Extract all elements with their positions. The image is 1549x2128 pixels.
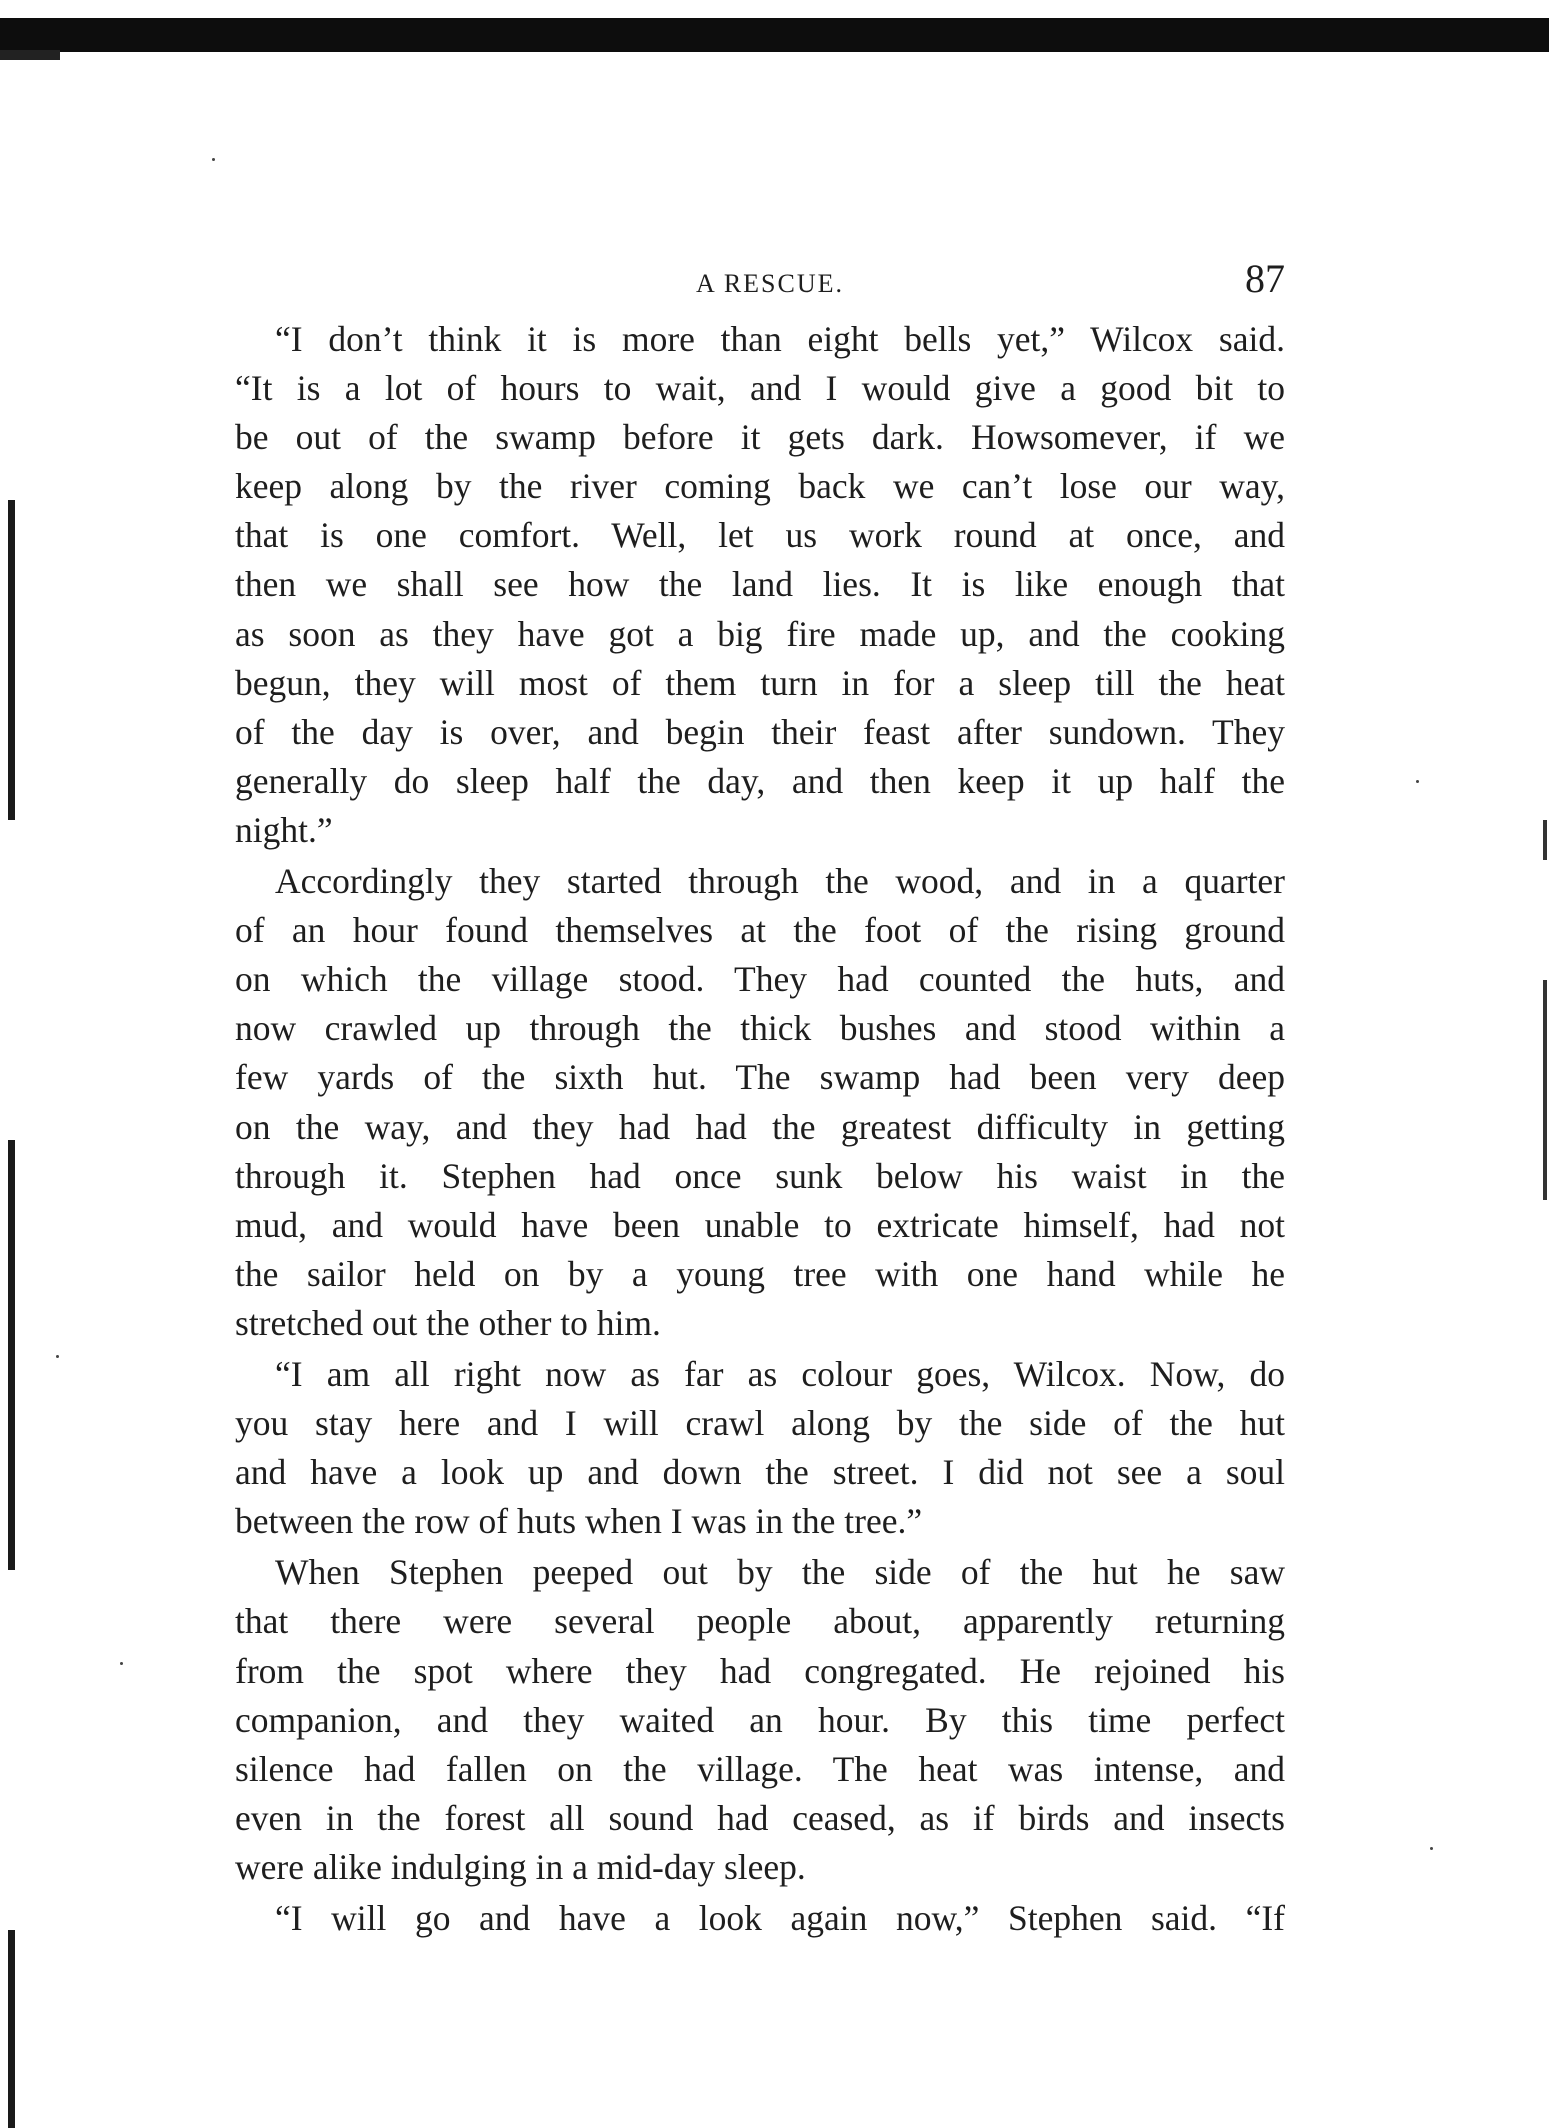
text-line: even in the forest all sound had ceased, as if birds and insects bbox=[235, 1797, 1285, 1838]
scan-speck bbox=[1416, 780, 1419, 783]
text-line: and have a look up and down the street. I did not see a soul bbox=[235, 1452, 1285, 1493]
text-line: were alike indulging in a mid-day sleep. bbox=[235, 1846, 806, 1887]
text-line: keep along by the river coming back we can’t lose our way, bbox=[235, 466, 1285, 507]
running-head bbox=[235, 255, 1285, 311]
text-line: Accordingly they started through the wood, and in a quarter bbox=[275, 861, 1285, 902]
text-line: “It is a lot of hours to wait, and I would give a good bit to bbox=[235, 368, 1285, 409]
text-line: silence had fallen on the village. The heat was intense, and bbox=[235, 1748, 1285, 1789]
text-line: companion, and they waited an hour. By this time perfect bbox=[235, 1699, 1285, 1740]
text-line: “I don’t think it is more than eight bells yet,” Wilcox said. bbox=[275, 319, 1285, 359]
text-line: When Stephen peeped out by the side of the hut he saw bbox=[275, 1552, 1285, 1593]
text-line: night.” bbox=[235, 809, 333, 850]
text-line: be out of the swamp before it gets dark. Howsomever, if we bbox=[235, 417, 1285, 458]
text-line: as soon as they have got a big fire made up, and the cooking bbox=[235, 613, 1285, 654]
scan-top-edge bbox=[0, 18, 1549, 52]
text-line: on which the village stood. They had counted the huts, and bbox=[235, 959, 1285, 1000]
text-line: that there were several people about, apparently returning bbox=[235, 1601, 1285, 1642]
scan-speck bbox=[120, 1662, 123, 1665]
text-line: through it. Stephen had once sunk below his waist in the bbox=[235, 1155, 1285, 1196]
text-line: of an hour found themselves at the foot of the rising ground bbox=[235, 910, 1285, 951]
text-line: “I am all right now as far as colour goes, Wilcox. Now, do bbox=[275, 1353, 1285, 1394]
scan-speck bbox=[212, 158, 215, 161]
text-line: mud, and would have been unable to extricate himself, had not bbox=[235, 1204, 1285, 1245]
scan-top-edge-notch bbox=[0, 50, 60, 60]
scan-speck bbox=[1430, 1847, 1433, 1850]
body-text bbox=[235, 315, 1285, 1943]
text-line: of the day is over, and begin their feast after sundown. They bbox=[235, 711, 1285, 752]
running-title: A RESCUE. bbox=[695, 269, 845, 298]
text-line: you stay here and I will crawl along by the side of the hut bbox=[235, 1403, 1285, 1444]
text-line: that is one comfort. Well, let us work round at once, and bbox=[235, 515, 1285, 556]
text-line: from the spot where they had congregated. He rejoined his bbox=[235, 1650, 1285, 1691]
scan-left-edge-mark bbox=[8, 1930, 15, 2128]
scan-left-edge-mark bbox=[8, 1140, 15, 1570]
text-line: few yards of the sixth hut. The swamp had been very deep bbox=[235, 1057, 1285, 1098]
text-line: stretched out the other to him. bbox=[235, 1302, 661, 1343]
text-line: the sailor held on by a young tree with one hand while he bbox=[235, 1253, 1285, 1294]
text-line: now crawled up through the thick bushes and stood within a bbox=[235, 1008, 1285, 1049]
text-line: “I will go and have a look again now,” Stephen said. “If bbox=[275, 1898, 1285, 1938]
scan-right-edge-mark bbox=[1543, 980, 1547, 1200]
text-line: then we shall see how the land lies. It is like enough that bbox=[235, 564, 1285, 605]
scan-speck bbox=[56, 1355, 59, 1358]
text-line: between the row of huts when I was in the tree.” bbox=[235, 1501, 923, 1542]
scan-left-edge-mark bbox=[8, 500, 15, 820]
text-line: on the way, and they had had the greatest difficulty in getting bbox=[235, 1106, 1285, 1147]
page-number: 87 bbox=[1245, 256, 1285, 301]
text-line: begun, they will most of them turn in for a sleep till the heat bbox=[235, 662, 1285, 703]
text-line: generally do sleep half the day, and then keep it up half the bbox=[235, 760, 1285, 801]
book-page bbox=[235, 255, 1285, 1943]
scan-right-edge-mark bbox=[1543, 820, 1547, 860]
